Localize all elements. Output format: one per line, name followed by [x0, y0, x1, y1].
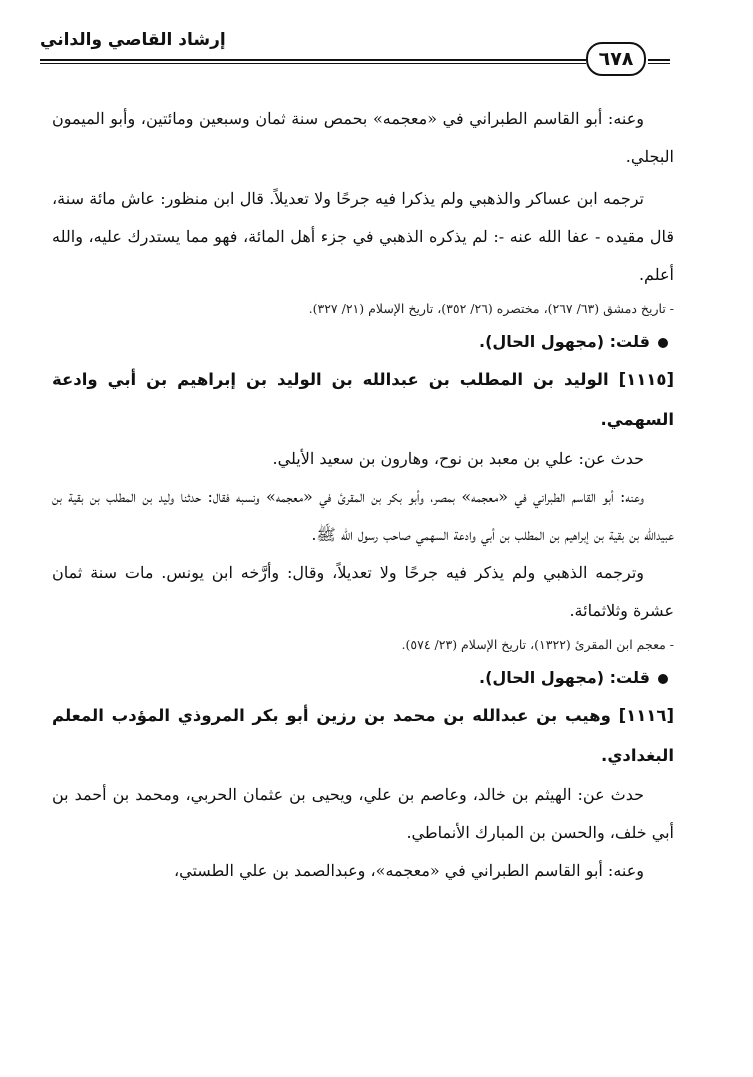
entry-heading-1116: [١١١٦] وهيب بن عبدالله بن محمد بن رزين أبو بكر المروذي المؤدب المعلم البغدادي. — [52, 706, 674, 765]
paragraph-biography-2: وترجمه الذهبي ولم يذكر فيه جرحًا ولا تعديلاً، وقال: وأرَّخه ابن يونس. مات سنة ثمان عشرة وثلاثمائة. — [52, 563, 674, 620]
header-rule — [40, 59, 586, 64]
source-note-1: - تاريخ دمشق (٦٣/ ٢٦٧)، مختصره (٢٦/ ٣٥٢)، تاريخ الإسلام (٢١/ ٣٢٧). — [308, 301, 674, 316]
verdict-2-text: قلت: (مجهول الحال). — [478, 668, 650, 687]
paragraph-biography-1: ترجمه ابن عساكر والذهبي ولم يذكرا فيه جرحًا ولا تعديلاً. قال ابن منظور: عاش مائة سنة، قال مقيده - عفا الله عنه -: لم يذكره الذهبي في جزء أهل المائة، فهو مما يستدرك عليه، والله أعلم. — [52, 189, 674, 284]
paragraph-narrators-from-1: وعنه: أبو القاسم الطبراني في «معجمه» بحمص سنة ثمان وسبعين ومائتين، وأبو الميمون البجلي. — [52, 109, 674, 166]
running-title: إرشاد القاصي والداني — [40, 30, 226, 50]
paragraph-narrators-from-2: وعنه: أبو القاسم الطبراني في «معجمه» بمصر، وأبو بكر بن المقرئ في «معجمه» ونسبه فقال: حدثنا وليد بن المطلب بن بقية بن عبيدالله بن بقية بن إبراهيم بن المطلب بن أبي وادعة السهمي صاحب رسول الله ﷺ. — [52, 487, 674, 544]
page-number: ٦٧٨ — [586, 42, 646, 76]
entry-heading-1115: [١١١٥] الوليد بن المطلب بن عبدالله بن الوليد بن إبراهيم بن أبي وادعة السهمي. — [52, 370, 674, 429]
verdict-2 — [52, 660, 674, 696]
verdict-1 — [52, 324, 674, 360]
bullet-icon — [658, 338, 668, 348]
header-rule-right — [648, 59, 670, 64]
page-content — [52, 100, 674, 890]
paragraph-narrated-from-2: حدث عن: علي بن معبد بن نوح، وهارون بن سعيد الأيلي. — [272, 449, 644, 468]
bullet-icon — [658, 674, 668, 684]
verdict-1-text: قلت: (مجهول الحال). — [478, 332, 650, 351]
paragraph-narrators-from-3: وعنه: أبو القاسم الطبراني في «معجمه»، وعبدالصمد بن علي الطستي، — [173, 861, 644, 880]
source-note-2: - معجم ابن المقرئ (١٣٢٢)، تاريخ الإسلام (٢٣/ ٥٧٤). — [401, 637, 674, 652]
paragraph-narrated-from-3: حدث عن: الهيثم بن خالد، وعاصم بن علي، ويحيى بن عثمان الحربي، ومحمد بن أحمد بن أبي خلف، والحسن بن المبارك الأنماطي. — [52, 785, 674, 842]
